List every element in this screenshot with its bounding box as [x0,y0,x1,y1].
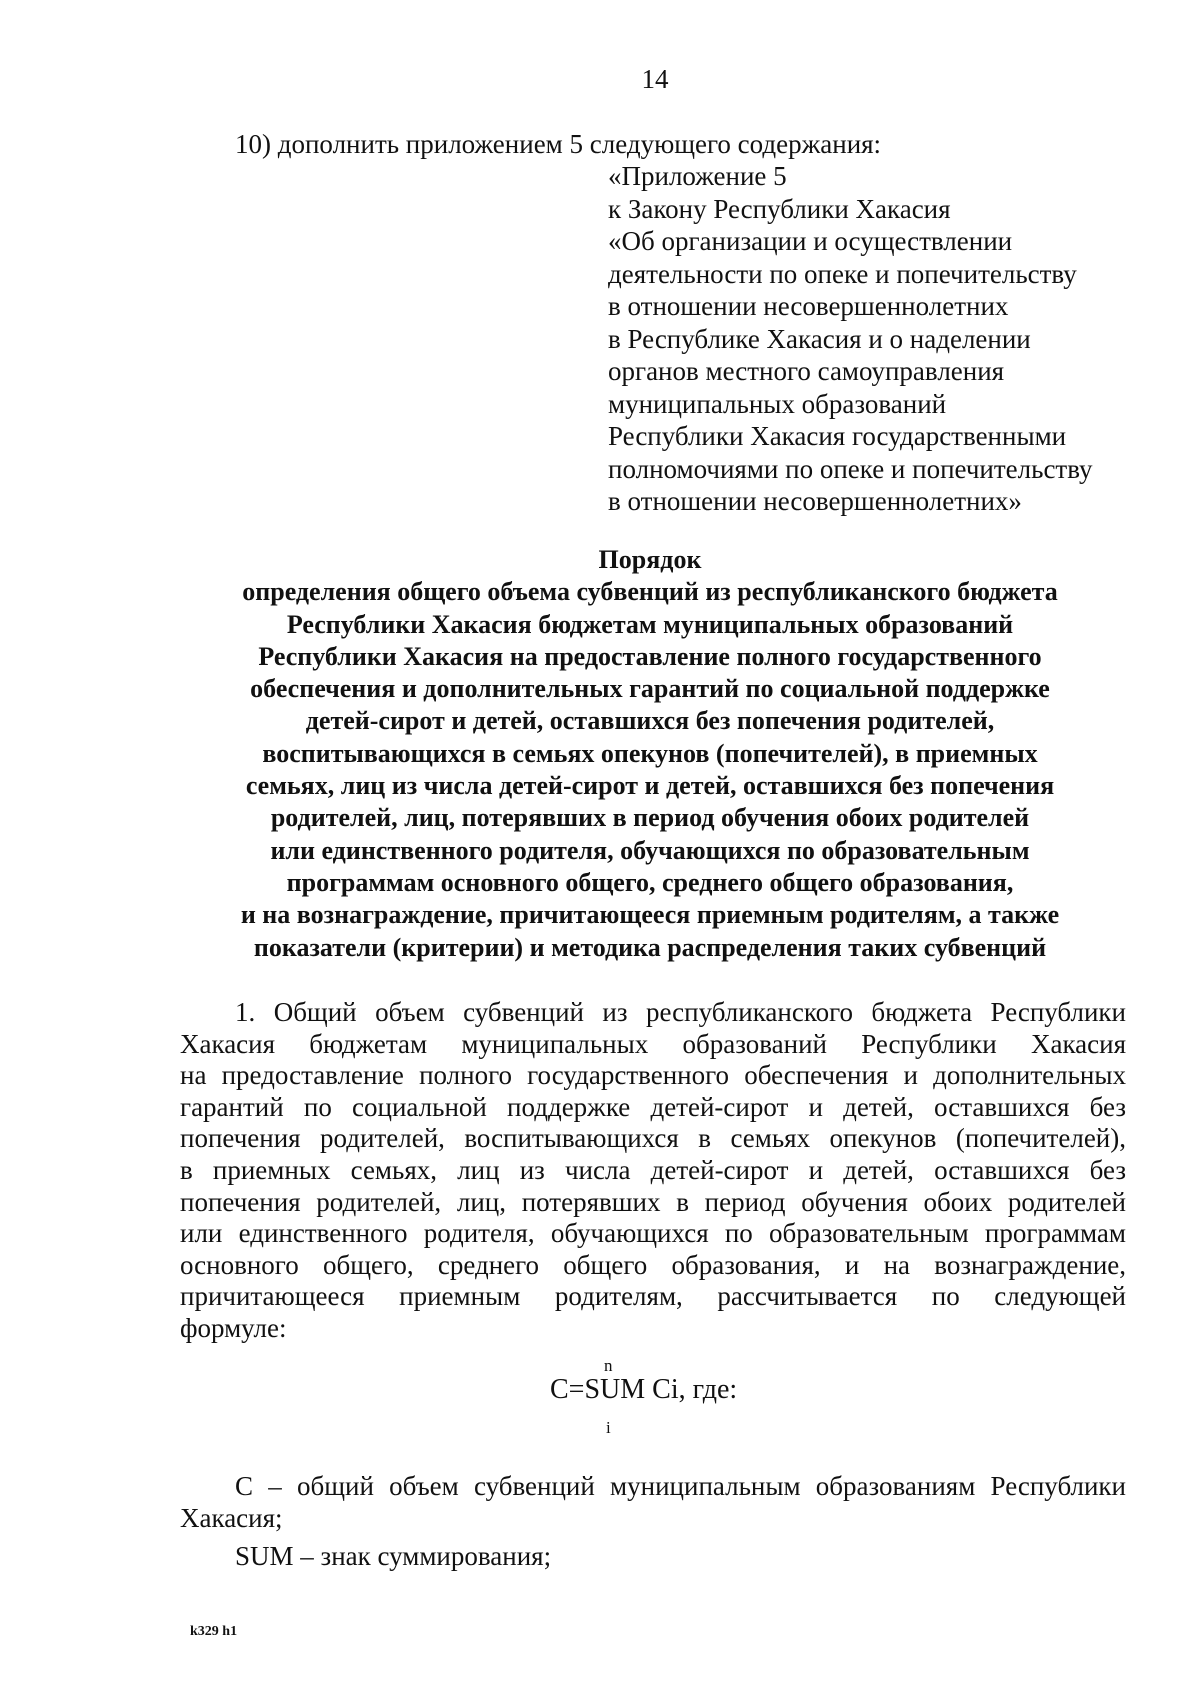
appendix-header-line: в отношении несовершеннолетних» [608,486,1022,516]
paragraph-line: попечения родителей, лиц, потерявших в период обучения обоих родителей [180,1186,1126,1217]
heading-line: определения общего объема субвенций из республиканского бюджета [242,577,1058,607]
appendix-header-line: муниципальных образований [608,388,947,419]
paragraph-line: или единственного родителя, обучающихся по образовательным программам [180,1218,1126,1249]
paragraph-line: Хакасия бюджетам муниципальных образований Республики Хакасия [180,1028,1126,1059]
appendix-header-line: в отношении несовершеннолетних [608,291,1009,321]
appendix-header-line: деятельности по опеке и попечительству [608,258,1077,289]
paragraph-line: попечения родителей, воспитывающихся в семьях опекунов (попечителей), [180,1123,1126,1154]
heading-title: Порядок [598,545,702,574]
paragraph-line: в приемных семьях, лиц из числа детей-сирот и детей, оставшихся без [180,1154,1126,1185]
paragraph-line: гарантий по социальной поддержке детей-сирот и детей, оставшихся без [180,1091,1126,1122]
footer-document-code: k329 h1 [190,1624,238,1639]
heading-line: детей-сирот и детей, оставшихся без попечения родителей, [305,706,995,736]
heading-line: обеспечения и дополнительных гарантий по социальной поддержке [250,674,1050,704]
appendix-header-line: Республики Хакасия государственными [608,421,1067,451]
appendix-header-line: «Об организации и осуществлении [608,226,1013,256]
procedure-heading [170,544,1130,964]
definition-sum: SUM – знак суммирования; [235,1541,552,1571]
paragraph-line: основного общего, среднего общего образования, и на вознаграждение, [180,1249,1126,1280]
heading-line: или единственного родителя, обучающихся по образовательным [270,835,1030,865]
appendix-header-line: органов местного самоуправления [608,356,1005,386]
definition-c [180,1470,1126,1534]
paragraph-line: формуле: [180,1312,287,1343]
heading-line: и на вознаграждение, причитающееся приемным родителям, а также [240,900,1060,930]
definition-line: С – общий объем субвенций муниципальным образованиям Республики [235,1471,1126,1501]
appendix-header-block [608,160,1188,518]
appendix-header-line: «Приложение 5 [608,161,787,191]
appendix-header-line: в Республике Хакасия и о наделении [608,323,1031,354]
amendment-item-10: 10) дополнить приложением 5 следующего содержания: [235,129,882,159]
heading-line: семьях, лиц из числа детей-сирот и детей, оставшихся без попечения [245,771,1055,801]
appendix-header-line: полномочиями по опеке и попечительству [608,453,1093,484]
formula-superscript: n [604,1356,613,1375]
paragraph-line: на предоставление полного государственного обеспечения и дополнительных [180,1060,1126,1091]
heading-line: показатели (критерии) и методика распределения таких субвенций [253,932,1047,962]
appendix-header-line: к Закону Республики Хакасия [608,193,951,224]
page-number: 14 [641,64,669,94]
definition-line: Хакасия; [180,1503,283,1533]
heading-line: программам основного общего, среднего общего образования, [286,867,1014,897]
heading-line: Республики Хакасия на предоставление полного государственного [258,641,1042,671]
paragraph-line: причитающееся приемным родителям, рассчитывается по следующей [180,1281,1126,1312]
paragraph-1 [180,997,1126,1345]
heading-line: родителей, лиц, потерявших в период обучения обоих родителей [270,803,1030,833]
formula-subscript: i [606,1418,611,1437]
formula-main: C=SUM Ci, где: [550,1374,738,1405]
heading-line: Республики Хакасия бюджетам муниципальных образований [286,609,1014,639]
paragraph-line: 1. Общий объем субвенций из республиканского бюджета Республики [235,997,1126,1027]
heading-line: воспитывающихся в семьях опекунов (попечителей), в приемных [262,738,1038,768]
